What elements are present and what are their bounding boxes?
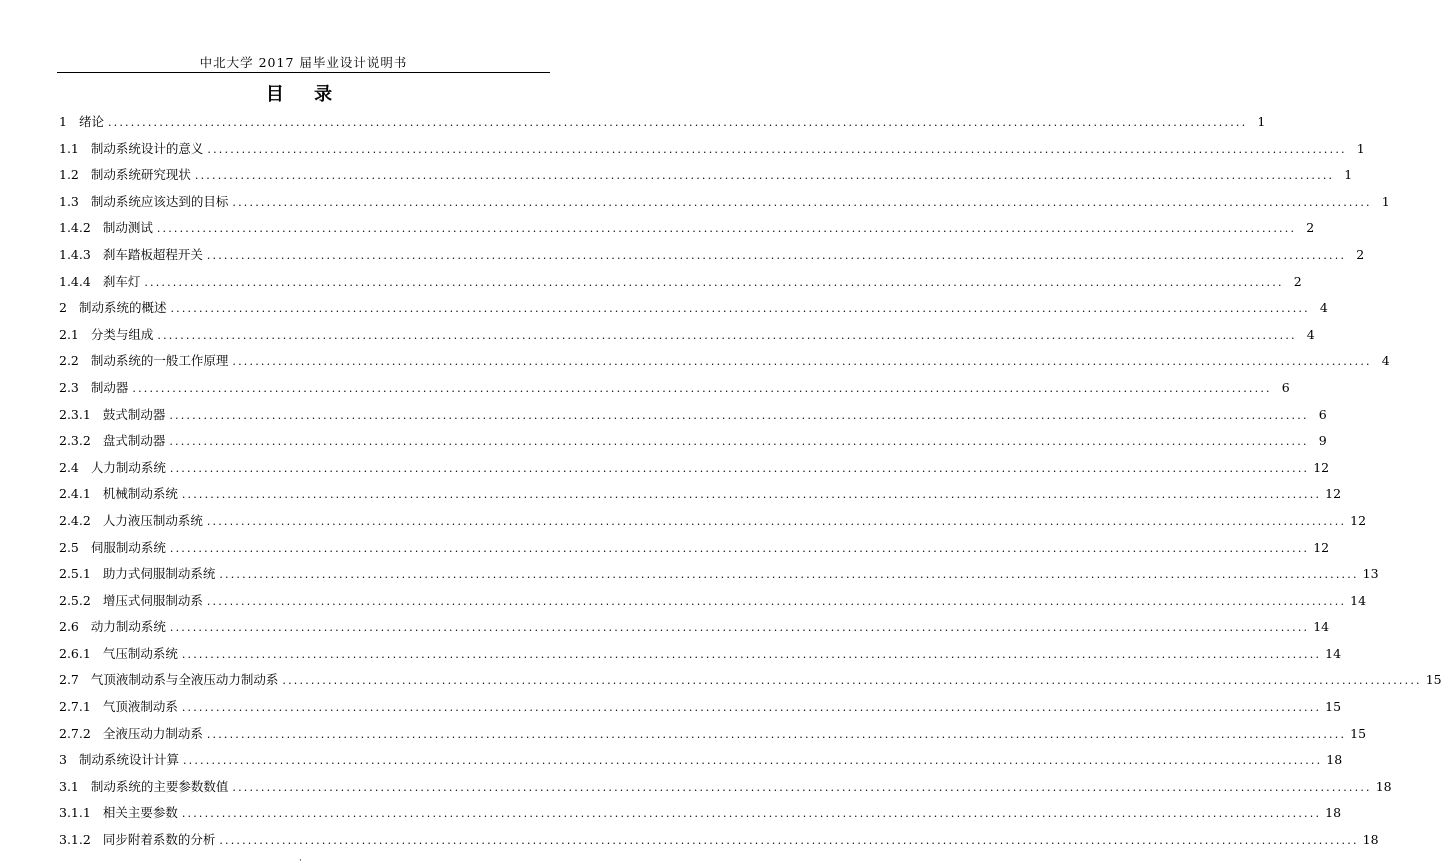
toc-entry-page: 9 [1318,433,1327,449]
toc-dot-leader: ........................................................................................................................................................................................................ [206,727,1347,741]
toc-dot-leader: ........................................................................................................................................................................................................ [169,461,1310,475]
toc-entry-title: 绪论 [78,114,104,129]
toc-entry-number: 1.1 [59,140,79,156]
toc-entry-page: 2 [1293,273,1302,289]
toc-entry[interactable] [59,538,1330,565]
toc-entry[interactable] [59,803,1342,830]
toc-entry-page: 4 [1319,300,1328,316]
toc-entry[interactable] [59,298,1328,325]
toc-entry[interactable] [59,192,1390,219]
toc-entry-page: 1 [1344,167,1353,183]
toc-entry[interactable] [59,112,1266,139]
toc-entry-title: 制动系统的概述 [78,300,167,316]
toc-entry-title: 制动系统设计计算 [78,752,179,768]
toc-entry-title: 刹车踏板超程开关 [102,246,203,262]
toc-entry-number: 1.4.4 [59,273,91,289]
toc-entry-number: 1.4.3 [59,246,91,262]
toc-entry-number: 2.3.1 [59,406,91,422]
toc-entry-page: 15 [1350,725,1367,741]
toc-entry-title: 分类与组成 [90,326,154,342]
toc-entry-title: 人力液压制动系统 [102,512,203,528]
toc-entry-page: 2 [1306,220,1315,236]
toc-entry[interactable] [59,405,1327,432]
toc-dot-leader: ........................................................................................................................................................................................................ [181,701,1322,715]
toc-entry-title: 气压制动系统 [102,645,178,661]
toc-entry-number: 2.4.1 [59,486,91,502]
toc-entry[interactable] [59,564,1379,591]
toc-entry-title: 增压式伺服制动系 [102,592,203,608]
toc-entry-page: 2 [1356,246,1365,262]
toc-dot-leader: ........................................................................................................................................................................................................ [232,780,1372,794]
toc-entry-title: 助力式伺服制动系统 [102,566,216,582]
toc-entry-number: 2.4 [59,459,79,475]
toc-entry[interactable] [59,644,1342,671]
toc-dot-leader: ........................................................................................................................................................................................................ [206,248,1347,262]
toc-entry-number: 3.1.1 [59,805,91,821]
toc-entry-page: 6 [1318,406,1327,422]
toc-entry-page: 4 [1381,353,1390,369]
toc-dot-leader: ........................................................................................................................................................................................................ [182,754,1323,768]
toc-entry-page: 18 [1375,778,1392,794]
toc-entry-title: 人力制动系统 [90,459,166,475]
toc-dot-leader: ........................................................................................................................................................................................................ [144,275,1284,289]
toc-entry-number: 1.2 [59,167,79,183]
toc-dot-leader: ........................................................................................................................................................................................................ [206,514,1347,528]
toc-entry[interactable] [59,484,1342,511]
toc-entry-title: 气顶液制动系与全液压动力制动系 [90,672,279,688]
toc-dot-leader: ........................................................................................................................................................................................................ [181,647,1322,661]
toc-entry-title: 制动系统应该达到的目标 [90,193,229,209]
toc-entry-title: 制动系统研究现状 [90,167,191,183]
toc-entry-number: 2 [59,300,67,316]
toc-entry-title: 同步附着系数的分析 [102,832,216,848]
toc-entry[interactable] [59,591,1367,618]
toc-entry-number: 3 [59,752,67,768]
toc-dot-leader: ........................................................................................................................................................................................................ [107,116,1248,129]
toc-entry[interactable] [59,351,1390,378]
toc-dot-leader: ........................................................................................................................................................................................................ [132,381,1272,395]
toc-entry-page: 12 [1350,512,1367,528]
toc-entry-title: 制动系统设计的意义 [90,140,204,156]
toc-entry-number: 3.1 [59,778,79,794]
toc-entry-page: 18 [1325,805,1342,821]
toc-entry-number: 2.6 [59,619,79,635]
toc-dot-leader: ........................................................................................................................................................................................................ [169,621,1310,635]
toc-entry[interactable] [59,458,1330,485]
toc-entry-number: 1.4.2 [59,220,91,236]
header-rule [57,72,550,73]
toc-entry[interactable] [59,777,1392,804]
toc-entry-title: 盘式制动器 [102,433,166,449]
toc-dot-leader: ........................................................................................................................................................................................................ [219,568,1359,582]
toc-title: 目 录 [265,84,345,105]
toc-entry-title: 制动系统的主要参数数值 [90,778,229,794]
toc-dot-leader: ........................................................................................................................................................................................................ [232,195,1372,209]
toc-dot-leader: ........................................................................................................................................................................................................ [207,142,1347,156]
toc-entry[interactable] [59,750,1343,777]
toc-entry-page: 15 [1425,672,1442,688]
toc-entry[interactable] [59,724,1367,751]
running-header: 中北大学 2017 届毕业设计说明书 [199,55,408,70]
toc-entry-page: 18 [1326,752,1343,768]
toc-dot-leader: ........................................................................................................................................................................................................ [206,594,1347,608]
toc-entry-page: 12 [1313,459,1330,475]
toc-entry-page: 1 [1257,114,1266,129]
toc-entry-number: 2.3 [59,379,79,395]
toc-entry-number: 2.2 [59,353,79,369]
table-of-contents [59,112,1442,857]
toc-entry-page: 13 [1362,566,1379,582]
toc-entry-number: 2.6.1 [59,645,91,661]
toc-entry-page: 15 [1325,699,1342,715]
toc-dot-leader: ........................................................................................................................................................................................................ [282,674,1422,688]
toc-entry[interactable] [59,218,1315,245]
toc-entry-number: 2.4.2 [59,512,91,528]
toc-entry-title: 气顶液制动系 [102,699,178,715]
toc-entry-page: 12 [1313,539,1330,555]
toc-entry-page: 6 [1281,379,1290,395]
toc-entry-number: 2.1 [59,326,79,342]
toc-entry[interactable] [59,511,1367,538]
toc-entry[interactable] [59,670,1442,697]
toc-entry-title: 动力制动系统 [90,619,166,635]
toc-entry[interactable] [59,617,1330,644]
toc-entry-page: 4 [1306,326,1315,342]
toc-entry-page: 1 [1356,140,1365,156]
toc-dot-leader: ........................................................................................................................................................................................................ [157,328,1297,342]
toc-entry-page: 14 [1350,592,1367,608]
toc-dot-leader: ........................................................................................................................................................................................................ [219,834,1359,848]
toc-entry[interactable] [59,272,1302,299]
toc-entry-page: 1 [1381,193,1390,209]
toc-entry-title: 机械制动系统 [102,486,178,502]
toc-dot-leader: ........................................................................................................................................................................................................ [169,541,1310,555]
toc-entry-number: 2.5.1 [59,566,91,582]
toc-entry-number: 2.3.2 [59,433,91,449]
toc-dot-leader: ........................................................................................................................................................................................................ [170,302,1310,316]
toc-entry[interactable] [59,378,1290,405]
toc-entry-number: 2.5.2 [59,592,91,608]
page-footer-mark: · [299,856,302,866]
toc-dot-leader: ........................................................................................................................................................................................................ [194,169,1335,183]
toc-dot-leader: ........................................................................................................................................................................................................ [181,807,1322,821]
toc-entry[interactable] [59,165,1353,192]
toc-entry-title: 制动测试 [102,220,153,236]
toc-entry-page: 14 [1313,619,1330,635]
toc-entry[interactable] [59,139,1365,166]
toc-entry-title: 伺服制动系统 [90,539,166,555]
toc-entry[interactable] [59,431,1327,458]
toc-entry-page: 12 [1325,486,1342,502]
toc-entry-number: 1.3 [59,193,79,209]
toc-entry-number: 2.7 [59,672,79,688]
toc-dot-leader: ........................................................................................................................................................................................................ [169,435,1309,449]
toc-entry-title: 相关主要参数 [102,805,178,821]
toc-entry-number: 2.7.2 [59,725,91,741]
toc-entry-title: 鼓式制动器 [102,406,166,422]
toc-entry-number: 1 [59,114,67,129]
toc-entry[interactable] [59,245,1365,272]
toc-entry-number: 2.7.1 [59,699,91,715]
toc-entry-page: 14 [1325,645,1342,661]
toc-entry[interactable] [59,830,1379,857]
toc-entry-page: 18 [1362,832,1379,848]
toc-entry-number: 2.5 [59,539,79,555]
toc-entry[interactable] [59,697,1342,724]
toc-entry-title: 制动器 [90,379,129,395]
toc-entry-number: 3.1.2 [59,832,91,848]
toc-dot-leader: ........................................................................................................................................................................................................ [232,355,1372,369]
toc-dot-leader: ........................................................................................................................................................................................................ [156,222,1297,236]
toc-entry-title: 刹车灯 [102,273,141,289]
toc-dot-leader: ........................................................................................................................................................................................................ [181,488,1322,502]
toc-entry-title: 制动系统的一般工作原理 [90,353,229,369]
toc-dot-leader: ........................................................................................................................................................................................................ [169,408,1309,422]
toc-entry-title: 全液压动力制动系 [102,725,203,741]
toc-entry[interactable] [59,325,1315,352]
